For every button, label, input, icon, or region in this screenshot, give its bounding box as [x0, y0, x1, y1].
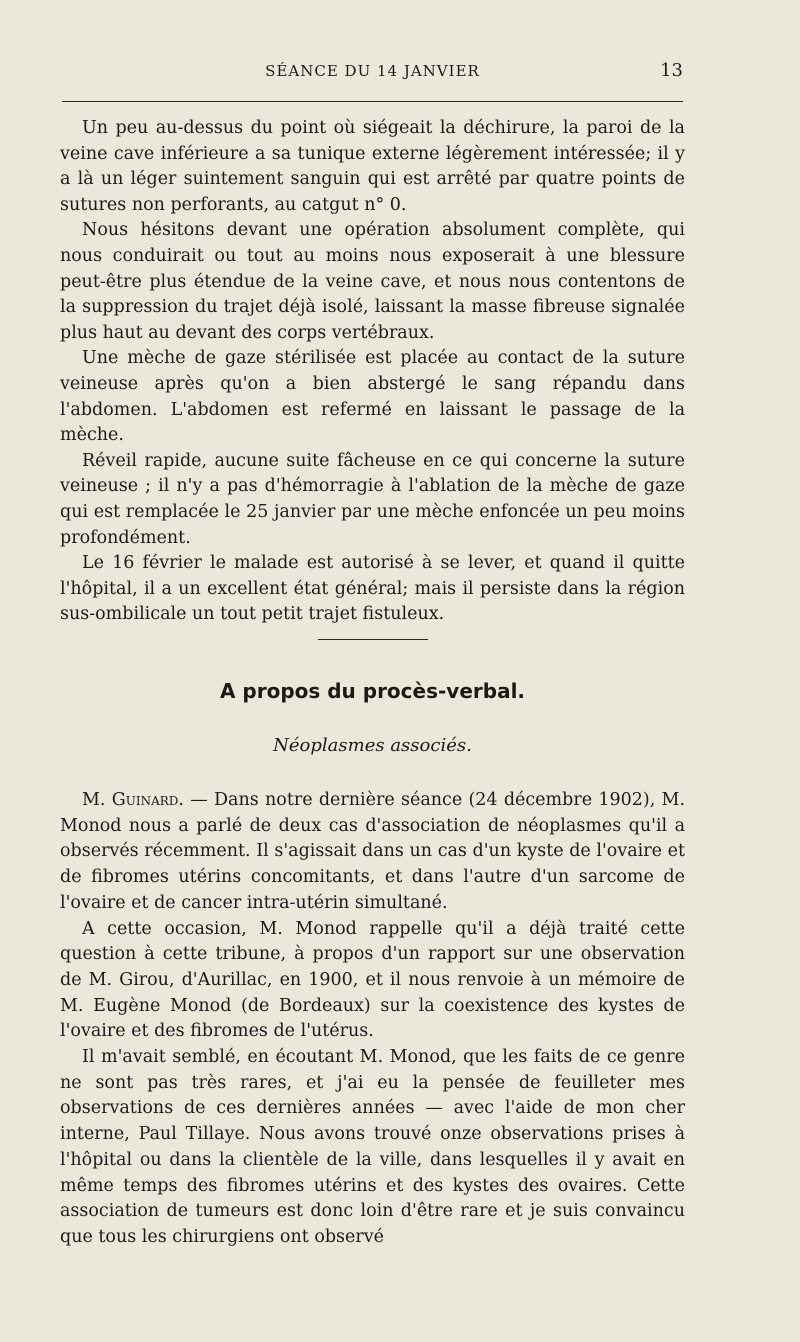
speaker-name: M. Guinard.: [82, 790, 184, 810]
body-text: [60, 116, 685, 628]
paragraph: Un peu au-dessus du point où siégeait la déchirure, la paroi de la veine cave inférieure a sa tunique externe légèrement intéressée; il y a là un léger suintement sanguin qui est arrêté par quatre points de sutures non perforants, au catgut n° 0.: [60, 118, 685, 215]
page-header: [62, 58, 683, 88]
header-rule: [62, 101, 683, 102]
paragraph: Le 16 février le malade est autorisé à se lever, et quand il quitte l'hôpital, il a un excellent état général; mais il persiste dans la région sus-ombilicale un tout petit trajet fistuleux.: [60, 553, 685, 625]
paragraph: A cette occasion, M. Monod rappelle qu'il a déjà traité cette question à cette tribune, à propos d'un rapport sur une observation de M. Girou, d'Aurillac, en 1900, et il nous renvoie à un mémoire de M. Eugène Monod (de Bordeaux) sur la coexistence des kystes de l'ovaire et des fibromes de l'utérus.: [60, 918, 685, 1042]
paragraph: Il m'avait semblé, en écoutant M. Monod, que les faits de ce genre ne sont pas très rares, et j'ai eu la pensée de feuilleter mes observations de ces dernières années — avec l'aide de mon cher interne, Paul Tillaye. Nous avons trouvé onze observations prises à l'hôpital ou dans la clientèle de la ville, dans lesquelles il y avait en même temps des fibromes utérins et des kystes des ovaires. Cette association de tumeurs est donc loin d'être rare et je suis convaincu que tous les chirurgiens ont observé: [60, 1047, 685, 1247]
section-body: [60, 788, 685, 1251]
section-heading: A propos du procès-verbal.: [219, 679, 526, 703]
section-divider: [318, 639, 428, 640]
paragraph: Réveil rapide, aucune suite fâcheuse en ce qui concerne la suture veineuse ; il n'y a pas d'hémorragie à l'ablation de la mèche de gaze qui est remplacée le 25 janvier par une mèche enfoncée un peu moins profondément.: [60, 450, 685, 548]
section-subheading: Néoplasmes associés.: [273, 735, 472, 756]
paragraph: Nous hésitons devant une opération absolument complète, qui nous conduirait ou tout au moins nous exposerait à une blessure peut-être plus étendue de la veine cave, et nous nous contentons de la suppression du trajet déjà isolé, laissant la masse fibreuse signalée plus haut au devant des corps vertébraux.: [60, 220, 685, 343]
running-title: SÉANCE DU 14 JANVIER: [265, 62, 480, 80]
paragraph: Une mèche de gaze stérilisée est placée au contact de la suture veineuse après qu'on a bien abstergé le sang répandu dans l'abdomen. L'abdomen est refermé en laissant le passage de la mèche.: [60, 348, 685, 446]
paragraph-text: — Dans notre dernière séance (24 décembre 1902), M. Monod nous a parlé de deux cas d'association de néoplasmes qu'il a observés récemment. Il s'agissait dans un cas d'un kyste de l'ovaire et de fibromes utérins concomitants, et dans l'autre d'un sarcome de l'ovaire et de cancer intra-utérin simultané.: [60, 790, 686, 913]
page-number: 13: [660, 60, 683, 81]
paragraph: [60, 788, 685, 917]
